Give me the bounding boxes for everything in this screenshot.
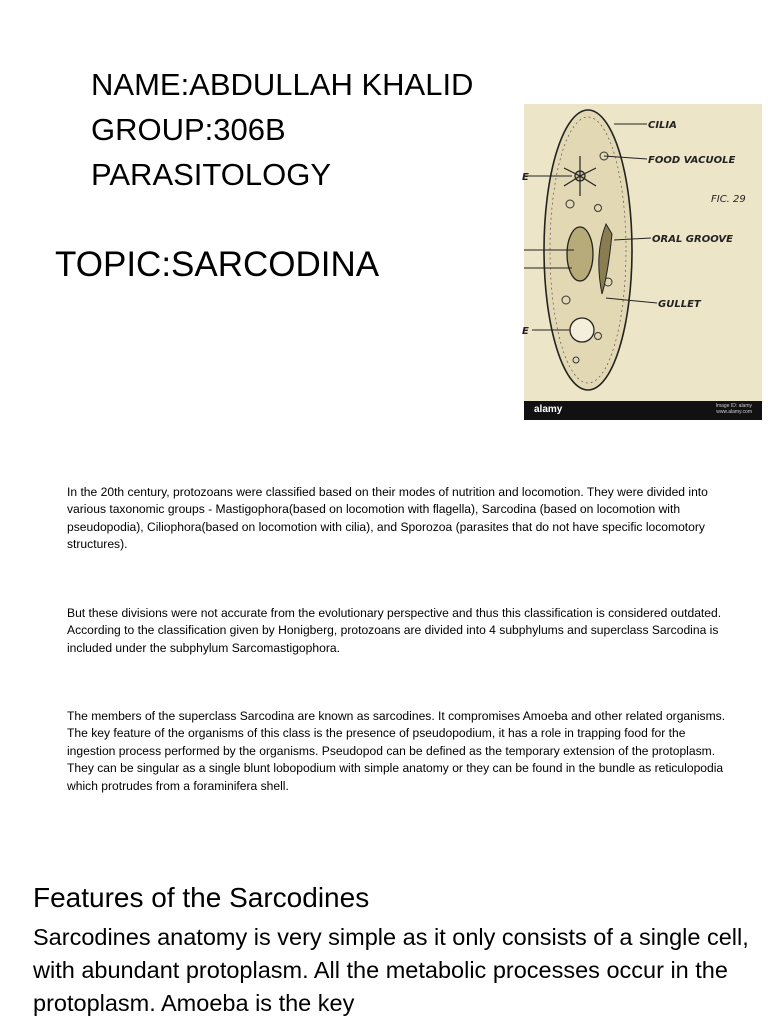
label-figure-number: FIC. 29 xyxy=(711,194,746,205)
stock-watermark-bar xyxy=(524,401,762,420)
posterior-vacuole xyxy=(570,318,594,342)
label-left-e-bottom: E xyxy=(522,326,529,337)
label-left-e-top: E xyxy=(522,172,529,183)
paragraph-classification-history: In the 20th century, protozoans were classified based on their modes of nutrition and locomotion. They were divided into various taxonomic groups - Mastigophora(based on locomotion with flagella), Sarcodina (based on locomotion with pseudopodia), Ciliophora(based on locomotion with cilia), and Sporozoa (parasites that do not have specific locomotory structures). xyxy=(67,485,708,552)
label-gullet: GULLET xyxy=(658,299,701,310)
paragraph-sarcodines-description: The members of the superclass Sarcodina are known as sarcodines. It compromises Amoeba and other related organisms. The key feature of the organisms of this class is the presence of pseudopodium, it has a role in trapping food for the ingestion process performed by the organisms. Pseudopod can be defined as the temporary extension of the protoplasm. They can be singular as a single blunt lobopodium with simple anatomy or they can be found in the bundle as reticulopodia which protrudes from a foraminifera shell. xyxy=(67,709,726,793)
student-group: GROUP:306B xyxy=(91,112,286,147)
student-name: NAME:ABDULLAH KHALID xyxy=(91,67,474,102)
label-food-vacuole: FOOD VACUOLE xyxy=(648,155,736,166)
topic-heading: TOPIC:SARCODINA xyxy=(55,245,380,284)
stock-image-id: Image ID: alamy www.alamy.com xyxy=(715,403,752,415)
label-oral-groove: ORAL GROOVE xyxy=(652,234,733,245)
features-heading: Features of the Sarcodines xyxy=(33,882,370,913)
student-info xyxy=(91,62,473,197)
subject-name: PARASITOLOGY xyxy=(91,157,332,192)
features-body: Sarcodines anatomy is very simple as it only consists of a single cell, with abundant protoplasm. All the metabolic processes occur in the protoplasm. Amoeba is the key xyxy=(33,924,749,1016)
macronucleus xyxy=(567,227,593,281)
paramecium-illustration xyxy=(524,104,762,420)
stock-logo: alamy xyxy=(534,404,563,415)
label-cilia: CILIA xyxy=(648,120,677,131)
paramecium-drawing xyxy=(524,104,762,420)
paragraph-honigberg-classification: But these divisions were not accurate from the evolutionary perspective and thus this classification is considered outdated. According to the classification given by Honigberg, protozoans are divided into 4 subphylums and superclass Sarcodina is included under the subphylum Sarcomastigophora. xyxy=(67,606,722,655)
